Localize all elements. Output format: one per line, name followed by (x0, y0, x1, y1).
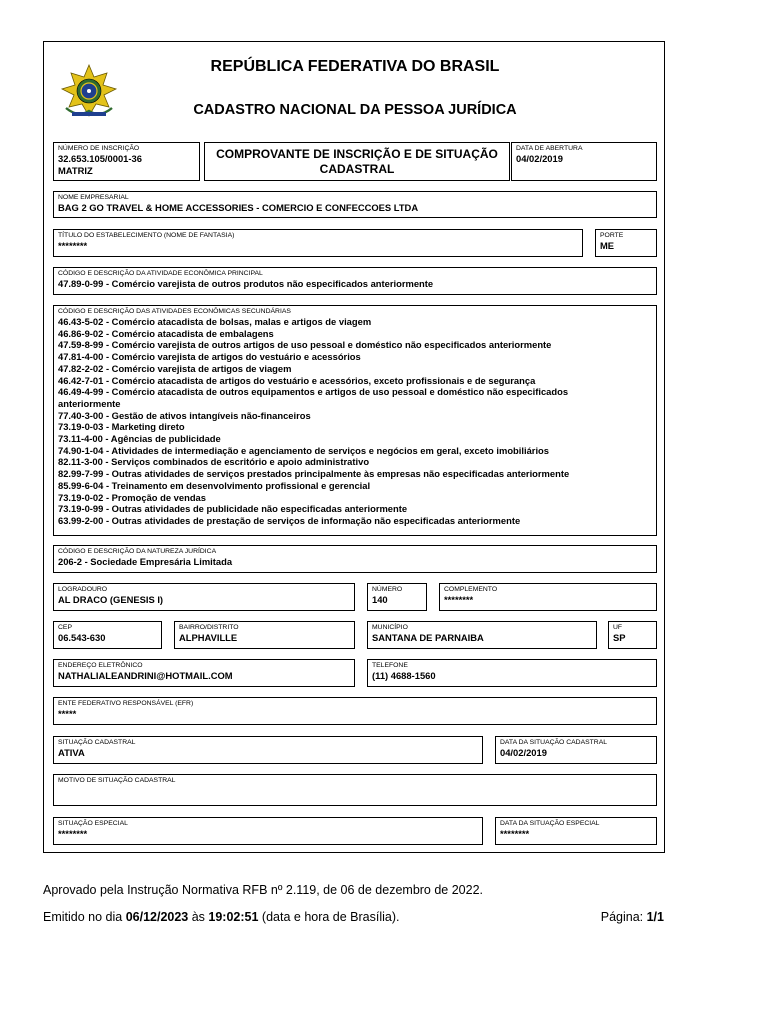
list-item: 47.82-2-02 - Comércio varejista de artigos de viagem (58, 362, 292, 374)
page-label: Página: (600, 910, 647, 924)
list-item: 82.99-7-99 - Outras atividades de serviços prestados principalmente às empresas não especificadas anteriormente (58, 468, 570, 480)
emitido-date: 06/12/2023 (125, 910, 189, 924)
cep-value: 06.543-630 (58, 632, 106, 643)
numero-box (367, 583, 427, 611)
atividades-secundarias-box (53, 305, 657, 536)
logradouro-box (53, 583, 355, 611)
uf-label: UF (613, 624, 623, 631)
porte-label: PORTE (600, 232, 624, 239)
telefone-label: TELEFONE (372, 662, 408, 669)
situacao-especial-box (53, 817, 483, 845)
inscricao-numero: 32.653.105/0001-36 (58, 153, 142, 164)
inscricao-tipo: MATRIZ (58, 164, 93, 176)
fantasia-box (53, 229, 583, 257)
situacao-especial-label: SITUAÇÃO ESPECIAL (58, 820, 128, 827)
data-situacao-value: 04/02/2019 (500, 747, 547, 758)
atividade-principal-label: CÓDIGO E DESCRIÇÃO DA ATIVIDADE ECONÔMICA PRINCIPAL (58, 270, 263, 277)
bairro-value: ALPHAVILLE (179, 632, 238, 643)
cep-label: CEP (58, 624, 72, 631)
municipio-box (367, 621, 597, 649)
list-item: 46.86-9-02 - Comércio atacadista de embalagens (58, 327, 274, 339)
abertura-label: DATA DE ABERTURA (516, 145, 583, 152)
efr-box (53, 697, 657, 725)
complemento-label: COMPLEMENTO (444, 586, 498, 593)
motivo-box (53, 774, 657, 806)
emitido-prefix: Emitido no dia (43, 910, 126, 924)
emitido-suffix: (data e hora de Brasília). (258, 910, 400, 924)
data-situacao-especial-box (495, 817, 657, 845)
atividades-secundarias-list (58, 316, 652, 527)
uf-value: SP (613, 632, 626, 643)
abertura-box (511, 142, 657, 181)
page-number (601, 910, 664, 924)
footer-emitido (43, 910, 400, 924)
comprovante-box (204, 142, 510, 181)
list-item: 74.90-1-04 - Atividades de intermediação e agenciamento de serviços e negócios em geral, exceto imobiliários (58, 444, 549, 456)
bairro-label: BAIRRO/DISTRITO (179, 624, 239, 631)
efr-label: ENTE FEDERATIVO RESPONSÁVEL (EFR) (58, 700, 194, 707)
data-situacao-especial-label: DATA DA SITUAÇÃO ESPECIAL (500, 820, 600, 827)
situacao-label: SITUAÇÃO CADASTRAL (58, 739, 136, 746)
situacao-box (53, 736, 483, 764)
inscricao-box (53, 142, 200, 181)
list-item: 46.49-4-99 - Comércio atacadista de outros equipamentos e artigos de uso pessoal e doméstico não especificados (58, 386, 569, 398)
porte-value: ME (600, 240, 615, 251)
list-item: 73.19-0-99 - Outras atividades de publicidade não especificadas anteriormente (58, 503, 408, 515)
telefone-value: (11) 4688-1560 (372, 670, 436, 681)
list-item: 85.99-6-04 - Treinamento em desenvolvimento profissional e gerencial (58, 479, 371, 491)
fantasia-label: TÍTULO DO ESTABELECIMENTO (NOME DE FANTASIA) (58, 232, 235, 239)
email-box (53, 659, 355, 687)
page-value: 1/1 (646, 910, 664, 924)
logradouro-label: LOGRADOURO (58, 586, 108, 593)
efr-value: ***** (58, 708, 77, 719)
telefone-box (367, 659, 657, 687)
municipio-value: SANTANA DE PARNAIBA (372, 632, 484, 643)
page-title: REPÚBLICA FEDERATIVA DO BRASIL (210, 58, 500, 75)
list-item: 47.59-8-99 - Comércio varejista de outros artigos de uso pessoal e doméstico não especificados anteriormente (58, 339, 552, 351)
list-item: 73.11-4-00 - Agências de publicidade (58, 433, 221, 445)
comprovante-title-line2: CADASTRAL (319, 161, 395, 176)
list-item: 73.19-0-02 - Promoção de vendas (58, 491, 206, 503)
atividade-principal-value: 47.89-0-99 - Comércio varejista de outros produtos não especificados anteriormente (58, 278, 434, 289)
atividades-secundarias-label: CÓDIGO E DESCRIÇÃO DAS ATIVIDADES ECONÔMICAS SECUNDÁRIAS (58, 308, 291, 315)
nome-empresarial-box (53, 191, 657, 218)
emitido-time: 19:02:51 (208, 910, 259, 924)
list-item: 77.40-3-00 - Gestão de ativos intangíveis não-financeiros (58, 409, 311, 421)
complemento-box (439, 583, 657, 611)
logradouro-value: AL DRACO (GENESIS I) (58, 594, 164, 605)
nome-empresarial-value: BAG 2 GO TRAVEL & HOME ACCESSORIES - COMERCIO E CONFECCOES LTDA (58, 202, 419, 213)
data-situacao-especial-value: ******** (500, 828, 530, 839)
brazil-coat-of-arms-icon (58, 64, 120, 120)
list-item: 46.42-7-01 - Comércio atacadista de artigos do vestuário e acessórios, exceto profissionais e de segurança (58, 374, 536, 386)
list-item: 63.99-2-00 - Outras atividades de prestação de serviços de informação não especificadas anteriormente (58, 514, 521, 526)
abertura-value: 04/02/2019 (516, 153, 563, 164)
motivo-label: MOTIVO DE SITUAÇÃO CADASTRAL (58, 777, 176, 784)
natureza-value: 206-2 - Sociedade Empresária Limitada (58, 556, 233, 567)
email-label: ENDEREÇO ELETRÔNICO (58, 662, 143, 669)
nome-empresarial-label: NOME EMPRESARIAL (58, 194, 129, 201)
inscricao-label: NÚMERO DE INSCRIÇÃO (58, 145, 140, 152)
uf-box (608, 621, 657, 649)
data-situacao-label: DATA DA SITUAÇÃO CADASTRAL (500, 739, 608, 746)
natureza-label: CÓDIGO E DESCRIÇÃO DA NATUREZA JURÍDICA (58, 548, 217, 555)
list-item: 46.43-5-02 - Comércio atacadista de bolsas, malas e artigos de viagem (58, 316, 372, 327)
situacao-especial-value: ******** (58, 828, 88, 839)
email-value: NATHALIALEANDRINI@HOTMAIL.COM (58, 670, 233, 681)
porte-box (595, 229, 657, 257)
data-situacao-box (495, 736, 657, 764)
fantasia-value: ******** (58, 240, 88, 251)
bairro-box (174, 621, 355, 649)
numero-value: 140 (372, 594, 388, 605)
list-item: 73.19-0-03 - Marketing direto (58, 421, 185, 433)
situacao-value: ATIVA (58, 747, 85, 758)
cep-box (53, 621, 162, 649)
comprovante-title-line1: COMPROVANTE DE INSCRIÇÃO E DE SITUAÇÃO (216, 147, 498, 161)
list-item: 47.81-4-00 - Comércio varejista de artigos do vestuário e acessórios (58, 351, 361, 363)
list-item: anteriormente (58, 397, 121, 409)
numero-label: NÚMERO (372, 586, 403, 593)
footer-aprovado: Aprovado pela Instrução Normativa RFB nº 2.119, de 06 de dezembro de 2022. (43, 883, 484, 897)
list-item: 82.11-3-00 - Serviços combinados de escritório e apoio administrativo (58, 456, 370, 468)
municipio-label: MUNICÍPIO (372, 624, 408, 631)
atividade-principal-box (53, 267, 657, 295)
page-subtitle: CADASTRO NACIONAL DA PESSOA JURÍDICA (193, 102, 517, 118)
natureza-box (53, 545, 657, 573)
emitido-mid: às (188, 910, 209, 924)
complemento-value: ******** (444, 594, 474, 605)
